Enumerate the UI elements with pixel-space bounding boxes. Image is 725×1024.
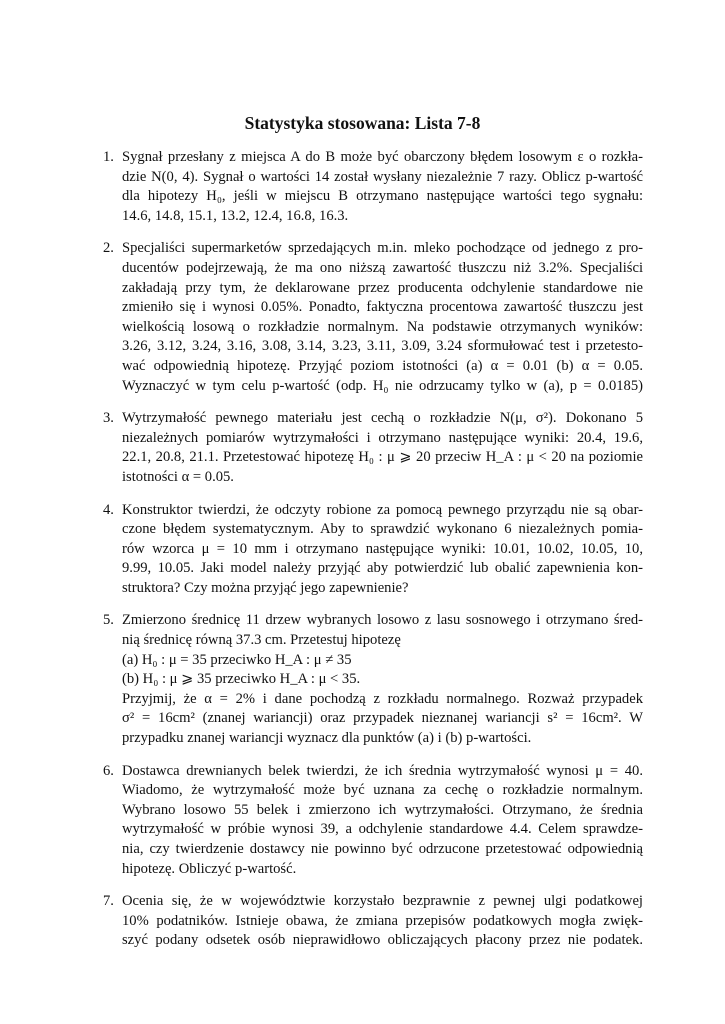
problem-3 [103, 409, 643, 487]
problem-line: Specjaliści supermarketów sprzedających m.in. mleko pochodzące od jednego z pro- [122, 240, 643, 257]
problem-line: 10% podatników. Istnieje obawa, że zmiana przepisów podatkowych mogła zwięk- [122, 912, 643, 929]
problem-line: dla hipotezy H₀, jeśli w miejscu B otrzymano następujące wartości tego sygnału: [122, 188, 643, 205]
problem-line: Dostawca drewnianych belek twierdzi, że ich średnia wytrzymałość wynosi μ = 40. [122, 762, 643, 779]
problem-line: σ² = 16cm² (znanej wariancji) oraz przypadek nieznanej wariancji s² = 16cm². W [122, 710, 643, 727]
problem-number: 5. [103, 612, 114, 629]
problem-line: istotności α = 0.05. [122, 468, 234, 485]
problem-number: 2. [103, 240, 114, 257]
problem-line: wielkością losową o rozkładzie normalnym. Na podstawie otrzymanych wyników: [122, 318, 643, 335]
problem-line: Wyznaczyć w tym celu p-wartość (odp. H₀ nie odrzucamy tylko w (a), p = 0.0185) [122, 377, 643, 394]
problem-line: 9.99, 10.05. Jaki model należy przyjąć aby potwierdzić lub obalić zapewnienia kon- [122, 560, 643, 577]
problem-2 [103, 239, 643, 396]
problem-line: 22.1, 20.8, 21.1. Przetestować hipotezę H₀ : μ ⩾ 20 przeciw H_A : μ < 20 na poziomie [122, 449, 643, 466]
problem-line: hipotezę. Obliczyć p-wartość. [122, 860, 297, 877]
problem-line: niezależnych pomiarów wytrzymałości i otrzymano następujące wyniki: 20.4, 19.6, [122, 429, 643, 446]
problem-line: rów wzorca μ = 10 mm i otrzymano następujące wyniki: 10.01, 10.02, 10.05, 10, [122, 540, 643, 557]
problem-4 [103, 501, 643, 599]
problem-line: Wiadomo, że wytrzymałość może być uznana za cechę o rozkładzie normalnym. [122, 782, 643, 799]
problem-number: 7. [103, 893, 114, 910]
problem-7 [103, 892, 643, 951]
problem-line: nią średnicę równą 37.3 cm. Przetestuj hipotezę [122, 632, 401, 649]
problem-5 [103, 611, 643, 748]
problem-line: przypadku znanej wariancji wyznacz dla punktów (a) i (b) p-wartości. [122, 730, 532, 747]
problem-line: zmieniło się i wynosi 0.05%. Ponadto, faktyczna procentowa zawartość tłuszczu jest [122, 299, 643, 316]
problem-line: nia, czy twierdzenie dostawcy nie powinno być odrzucone przetestować odpowiednią [122, 841, 643, 857]
problem-line: wytrzymałość w próbie wynosi 39, a odchylenie standardowe 4.4. Celem sprawdze- [122, 821, 643, 838]
problem-number: 3. [103, 410, 114, 427]
problem-1 [103, 148, 643, 226]
problem-line: zakładają przy tym, że deklarowane przez producenta odchylenie standardowe nie [122, 279, 643, 296]
page-title: Statystyka stosowana: Lista 7-8 [244, 113, 481, 133]
problem-line: 3.26, 3.12, 3.24, 3.16, 3.08, 3.14, 3.23, 3.11, 3.09, 3.24 sformułować test i przetesto- [122, 338, 643, 355]
problem-line: dzie N(0, 4). Sygnał o wartości 14 został wysłany niezależnie 7 razy. Oblicz p-wartość [122, 168, 643, 185]
problem-line: Wytrzymałość pewnego materiału jest cechą o rozkładzie N(μ, σ²). Dokonano 5 [122, 410, 643, 427]
problem-line: 14.6, 14.8, 15.1, 13.2, 12.4, 16.8, 16.3. [122, 207, 349, 224]
problem-line: Konstruktor twierdzi, że odczyty robione za pomocą pewnego przyrządu nie są obar- [122, 501, 643, 518]
problem-6 [103, 762, 643, 880]
problem-number: 6. [103, 762, 114, 779]
problem-list [103, 148, 643, 951]
problem-number: 1. [103, 149, 114, 165]
problem-line: Przyjmij, że α = 2% i dane pochodzą z rozkładu normalnego. Rozważ przypadek [122, 690, 643, 707]
problem-line: ducentów podejrzewają, że ma ono niższą zawartość tłuszczu niż 3.2%. Specjaliści [122, 259, 643, 276]
problem-line: struktora? Czy można przyjąć jego zapewnienie? [122, 579, 409, 596]
problem-line: wać odpowiednią hipotezę. Przyjąć poziom istotności (a) α = 0.01 (b) α = 0.05. [122, 357, 643, 374]
problem-line: Wybrano losowo 55 belek i zmierzono ich wytrzymałości. Otrzymano, że średnia [122, 801, 643, 818]
problem-line: Zmierzono średnicę 11 drzew wybranych losowo z lasu sosnowego i otrzymano śred- [122, 612, 643, 629]
problem-line: Sygnał przesłany z miejsca A do B może być obarczony błędem losowym ε o rozkła- [122, 149, 643, 165]
problem-line: (a) H₀ : μ = 35 przeciwko H_A : μ ≠ 35 [122, 651, 352, 668]
problem-line: czone błędem systematycznym. Aby to sprawdzić wykonano 6 niezależnych pomia- [122, 521, 643, 538]
problem-line: Ocenia się, że w województwie korzystało bezprawnie z pewnej ulgi podatkowej [122, 893, 643, 910]
problem-number: 4. [103, 501, 114, 518]
problem-line: szyć podany odsetek osób nieprawidłowo obliczających płacony przez nie podatek. [122, 932, 643, 949]
problem-line: (b) H₀ : μ ⩾ 35 przeciwko H_A : μ < 35. [122, 671, 361, 688]
